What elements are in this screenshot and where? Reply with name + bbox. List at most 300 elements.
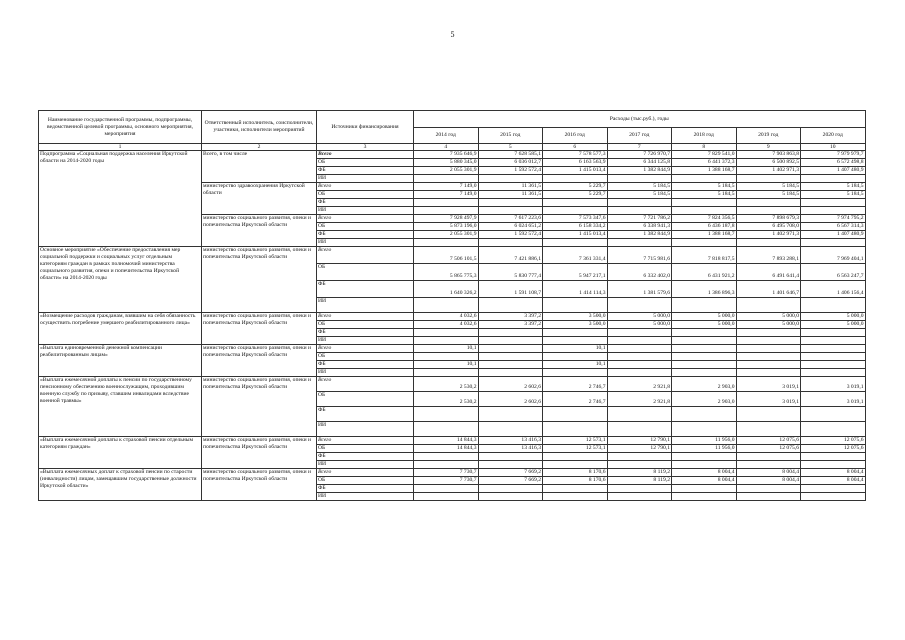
year-header: 2014 год [414, 128, 479, 144]
value-cell: 7 824 356,5 [672, 215, 737, 223]
funding-source-cell: Всего [317, 469, 414, 477]
funding-source-cell: Всего [317, 151, 414, 159]
value-cell: 8 119,2 [607, 477, 672, 485]
value-cell [736, 485, 801, 493]
value-cell: 11 956,0 [672, 445, 737, 453]
value-cell: 7 617 223,6 [478, 215, 543, 223]
value-cell: 1 414 114,3 [543, 281, 608, 298]
year-header: 2019 год [736, 128, 801, 144]
value-cell [801, 485, 866, 493]
value-cell [607, 337, 672, 345]
value-cell [672, 369, 737, 377]
value-cell: 6 495 708,0 [736, 223, 801, 231]
value-cell [672, 329, 737, 337]
value-cell [478, 298, 543, 313]
value-cell [801, 353, 866, 361]
program-name-cell: «Выплата ежемесячной доплаты к пенсии по государственному пенсионному обеспечению военнослужащим, проходившим военную службу по призыву, ставшим инвалидами вследствие военной травмы» [39, 377, 202, 437]
value-cell: 2 602,6 [478, 377, 543, 392]
value-cell: 4 032,6 [414, 313, 479, 321]
value-cell [672, 422, 737, 437]
table-row [39, 247, 866, 264]
value-cell: 12 790,1 [607, 445, 672, 453]
funding-source-cell: ИИ [317, 422, 414, 437]
value-cell [414, 298, 479, 313]
value-cell: 5 184,5 [736, 183, 801, 191]
value-cell: 8 170,6 [543, 477, 608, 485]
value-cell: 7 726 970,7 [607, 151, 672, 159]
value-cell: 6 344 125,8 [607, 159, 672, 167]
value-cell [543, 329, 608, 337]
value-cell [543, 493, 608, 501]
value-cell: 1 402 971,3 [736, 167, 801, 175]
executor-cell: министерство социального развития, опеки и попечительства Иркутской области [202, 247, 317, 313]
funding-source-cell: ОБ [317, 223, 414, 231]
value-cell [672, 485, 737, 493]
executor-cell: министерство социального развития, опеки и попечительства Иркутской области [202, 469, 317, 501]
value-cell [414, 493, 479, 501]
value-cell: 6 491 641,4 [736, 264, 801, 281]
value-cell: 2 903,0 [672, 377, 737, 392]
value-cell: 1 406 156,4 [801, 281, 866, 298]
value-cell [543, 407, 608, 422]
value-cell: 11 361,5 [478, 191, 543, 199]
funding-source-cell: ФБ [317, 167, 414, 175]
value-cell [414, 485, 479, 493]
funding-source-cell: ФБ [317, 453, 414, 461]
value-cell: 8 004,4 [672, 469, 737, 477]
value-cell [672, 298, 737, 313]
value-cell [414, 175, 479, 183]
value-cell: 2 055 301,9 [414, 167, 479, 175]
col-header-expenses: Расходы (тыс.руб.), годы [414, 111, 866, 128]
value-cell [607, 175, 672, 183]
value-cell [478, 199, 543, 207]
value-cell: 11 956,0 [672, 437, 737, 445]
program-name-cell: Основное мероприятие «Обеспечение предоставления мер социальной поддержки и социальных услуг отдельным категориям граждан в рамках полномочий министерства социального развития, опеки и попечительства Иркутской области» на 2014-2020 годы [39, 247, 202, 313]
funding-source-cell: ОБ [317, 159, 414, 167]
value-cell [414, 239, 479, 247]
value-cell [607, 422, 672, 437]
value-cell [672, 493, 737, 501]
column-number: 10 [801, 144, 866, 151]
value-cell: 5 947 217,1 [543, 264, 608, 281]
program-name-cell: Подпрограмма «Социальная поддержка населения Иркутской области на 2014-2020 годы [39, 151, 202, 247]
funding-source-cell: ОБ [317, 191, 414, 199]
value-cell [736, 239, 801, 247]
value-cell [478, 239, 543, 247]
value-cell: 5 184,5 [607, 183, 672, 191]
value-cell: 2 903,0 [672, 392, 737, 407]
value-cell: 5 000,0 [801, 321, 866, 329]
value-cell: 12 573,1 [543, 445, 608, 453]
value-cell: 7 149,0 [414, 191, 479, 199]
value-cell [543, 485, 608, 493]
value-cell [801, 361, 866, 369]
value-cell: 1 388 168,7 [672, 231, 737, 239]
value-cell: 13 416,3 [478, 437, 543, 445]
value-cell: 8 004,4 [801, 469, 866, 477]
value-cell: 5 000,0 [607, 321, 672, 329]
value-cell [478, 485, 543, 493]
year-header: 2017 год [607, 128, 672, 144]
value-cell [736, 407, 801, 422]
value-cell: 1 640 326,2 [414, 281, 479, 298]
value-cell [543, 199, 608, 207]
value-cell: 7 669,2 [478, 469, 543, 477]
value-cell: 12 573,1 [543, 437, 608, 445]
funding-source-cell: ОБ [317, 353, 414, 361]
column-number: 1 [39, 144, 202, 151]
financing-table [38, 110, 866, 501]
value-cell: 3 397,2 [478, 321, 543, 329]
column-number: 8 [672, 144, 737, 151]
funding-source-cell: Всего [317, 247, 414, 264]
value-cell [478, 422, 543, 437]
value-cell [801, 345, 866, 353]
funding-source-cell: ИИ [317, 298, 414, 313]
value-cell [607, 493, 672, 501]
value-cell [478, 369, 543, 377]
value-cell [672, 199, 737, 207]
value-cell: 1 407 480,9 [801, 231, 866, 239]
value-cell [801, 453, 866, 461]
column-number: 7 [607, 144, 672, 151]
value-cell: 3 500,0 [543, 321, 608, 329]
value-cell [607, 453, 672, 461]
value-cell [736, 298, 801, 313]
value-cell: 2 921,8 [607, 392, 672, 407]
value-cell [414, 369, 479, 377]
value-cell [801, 337, 866, 345]
value-cell [478, 207, 543, 215]
table-row [39, 313, 866, 321]
value-cell [736, 353, 801, 361]
value-cell: 5 184,5 [672, 183, 737, 191]
funding-source-cell: ФБ [317, 199, 414, 207]
value-cell: 5 229,7 [543, 191, 608, 199]
value-cell: 12 790,1 [607, 437, 672, 445]
funding-source-cell: ИИ [317, 207, 414, 215]
year-header: 2020 год [801, 128, 866, 144]
value-cell: 7 715 981,6 [607, 247, 672, 264]
value-cell [414, 199, 479, 207]
executor-cell: министерство социального развития, опеки и попечительства Иркутской области [202, 313, 317, 345]
value-cell: 5 184,5 [672, 191, 737, 199]
value-cell: 6 572 498,8 [801, 159, 866, 167]
funding-source-cell: ИИ [317, 493, 414, 501]
value-cell [736, 199, 801, 207]
value-cell: 5 000,0 [672, 313, 737, 321]
value-cell [543, 207, 608, 215]
funding-source-cell: ОБ [317, 445, 414, 453]
value-cell [478, 353, 543, 361]
value-cell [801, 407, 866, 422]
value-cell [607, 369, 672, 377]
value-cell: 5 184,5 [801, 183, 866, 191]
value-cell [736, 329, 801, 337]
value-cell: 8 004,4 [736, 469, 801, 477]
value-cell: 12 075,6 [736, 437, 801, 445]
funding-source-cell: ОБ [317, 392, 414, 407]
value-cell: 2 746,7 [543, 392, 608, 407]
value-cell [478, 345, 543, 353]
value-cell: 1 402 971,3 [736, 231, 801, 239]
value-cell: 2 055 301,9 [414, 231, 479, 239]
value-cell [672, 207, 737, 215]
value-cell: 12 075,6 [801, 437, 866, 445]
funding-source-cell: ОБ [317, 321, 414, 329]
year-header: 2015 год [478, 128, 543, 144]
value-cell: 6 163 563,9 [543, 159, 608, 167]
value-cell: 10,1 [543, 345, 608, 353]
value-cell [414, 329, 479, 337]
value-cell: 7 506 101,5 [414, 247, 479, 264]
value-cell [543, 461, 608, 469]
value-cell: 3 500,0 [543, 313, 608, 321]
funding-source-cell: Всего [317, 215, 414, 223]
value-cell: 2 530,2 [414, 377, 479, 392]
program-name-cell: «Выплата единовременной денежной компенсации реабилитированным лицам» [39, 345, 202, 377]
value-cell [414, 407, 479, 422]
value-cell [543, 175, 608, 183]
funding-source-cell: Всего [317, 345, 414, 353]
value-cell [801, 369, 866, 377]
value-cell: 1 407 480,9 [801, 167, 866, 175]
value-cell [543, 337, 608, 345]
program-name-cell: «Возмещение расходов гражданам, взявшим на себя обязанность осуществить погребение умершего реабилитированного лица» [39, 313, 202, 345]
value-cell: 6 567 314,3 [801, 223, 866, 231]
value-cell [736, 175, 801, 183]
value-cell [672, 461, 737, 469]
value-cell: 3 019,1 [801, 377, 866, 392]
executor-cell: министерство здравоохранения Иркутской области [202, 183, 317, 215]
column-number: 2 [202, 144, 317, 151]
value-cell: 2 530,2 [414, 392, 479, 407]
value-cell [736, 361, 801, 369]
value-cell [607, 345, 672, 353]
value-cell [478, 175, 543, 183]
value-cell: 7 818 817,5 [672, 247, 737, 264]
value-cell: 3 019,1 [736, 377, 801, 392]
value-cell: 7 730,7 [414, 477, 479, 485]
executor-cell: министерство социального развития, опеки и попечительства Иркутской области [202, 377, 317, 437]
value-cell: 1 591 108,7 [478, 281, 543, 298]
value-cell [801, 493, 866, 501]
value-cell [607, 199, 672, 207]
value-cell [478, 361, 543, 369]
value-cell: 2 746,7 [543, 377, 608, 392]
value-cell [801, 239, 866, 247]
value-cell: 1 388 168,7 [672, 167, 737, 175]
executor-cell: министерство социального развития, опеки и попечительства Иркутской области [202, 437, 317, 469]
value-cell [736, 207, 801, 215]
value-cell: 1 592 572,4 [478, 167, 543, 175]
value-cell [414, 337, 479, 345]
value-cell [543, 369, 608, 377]
program-name-cell: «Выплата ежемесячных доплат к страховой пенсии по старости (инвалидности) лицам, замещавшим государственные должности Иркутской области» [39, 469, 202, 501]
value-cell [672, 175, 737, 183]
value-cell: 5 000,0 [607, 313, 672, 321]
value-cell [801, 329, 866, 337]
col-header-source: Источники финансирования [317, 111, 414, 144]
value-cell [801, 422, 866, 437]
funding-source-cell: ИИ [317, 175, 414, 183]
value-cell: 7 903 863,8 [736, 151, 801, 159]
value-cell [543, 239, 608, 247]
value-cell: 14 844,3 [414, 437, 479, 445]
col-header-executor: Ответственный исполнитель, соисполнители, участники, исполнители мероприятий [202, 111, 317, 144]
value-cell: 4 032,6 [414, 321, 479, 329]
value-cell [672, 345, 737, 353]
value-cell [607, 298, 672, 313]
value-cell: 6 441 372,3 [672, 159, 737, 167]
value-cell: 2 921,8 [607, 377, 672, 392]
value-cell: 7 578 577,3 [543, 151, 608, 159]
value-cell: 7 149,0 [414, 183, 479, 191]
funding-source-cell: ФБ [317, 361, 414, 369]
value-cell [801, 207, 866, 215]
funding-source-cell: ФБ [317, 329, 414, 337]
value-cell [607, 353, 672, 361]
value-cell: 13 416,3 [478, 445, 543, 453]
value-cell: 1 415 013,4 [543, 167, 608, 175]
executor-cell: министерство социального развития, опеки и попечительства Иркутской области [202, 215, 317, 247]
value-cell: 10,1 [414, 345, 479, 353]
value-cell: 7 669,2 [478, 477, 543, 485]
value-cell [543, 453, 608, 461]
value-cell: 1 381 579,6 [607, 281, 672, 298]
value-cell: 8 004,4 [672, 477, 737, 485]
value-cell: 10,1 [414, 361, 479, 369]
value-cell: 6 158 334,2 [543, 223, 608, 231]
value-cell [478, 453, 543, 461]
value-cell: 5 865 775,3 [414, 264, 479, 281]
funding-source-cell: ИИ [317, 461, 414, 469]
value-cell [478, 329, 543, 337]
value-cell: 7 361 331,4 [543, 247, 608, 264]
value-cell [414, 461, 479, 469]
value-cell [607, 461, 672, 469]
column-number: 4 [414, 144, 479, 151]
value-cell: 8 004,4 [736, 477, 801, 485]
value-cell [736, 422, 801, 437]
table-row [39, 151, 866, 159]
col-header-name: Наименование государственной программы, подпрограммы, ведомственной целевой программы, основного мероприятия, мероприятия [39, 111, 202, 144]
value-cell: 7 979 979,7 [801, 151, 866, 159]
column-number: 9 [736, 144, 801, 151]
funding-source-cell: Всего [317, 313, 414, 321]
page-number: 5 [450, 30, 455, 39]
funding-source-cell: ФБ [317, 231, 414, 239]
value-cell: 8 170,6 [543, 469, 608, 477]
funding-source-cell: ФБ [317, 485, 414, 493]
value-cell: 5 229,7 [543, 183, 608, 191]
funding-source-cell: ФБ [317, 407, 414, 422]
value-cell: 7 721 786,2 [607, 215, 672, 223]
funding-source-cell: ИИ [317, 337, 414, 345]
value-cell [672, 353, 737, 361]
value-cell: 5 000,0 [801, 313, 866, 321]
value-cell: 7 829 541,0 [672, 151, 737, 159]
value-cell [607, 329, 672, 337]
funding-source-cell: ОБ [317, 264, 414, 281]
value-cell: 5 184,5 [736, 191, 801, 199]
value-cell [414, 453, 479, 461]
value-cell [736, 493, 801, 501]
value-cell [478, 493, 543, 501]
value-cell: 7 935 646,9 [414, 151, 479, 159]
year-header: 2018 год [672, 128, 737, 144]
value-cell [672, 239, 737, 247]
funding-source-cell: Всего [317, 183, 414, 191]
value-cell: 7 969 404,1 [801, 247, 866, 264]
value-cell: 6 036 012,7 [478, 159, 543, 167]
value-cell: 7 573 347,6 [543, 215, 608, 223]
value-cell [543, 353, 608, 361]
program-name-cell: «Выплата ежемесячной доплаты к страховой пенсии отдельным категориям граждан» [39, 437, 202, 469]
value-cell: 1 415 013,4 [543, 231, 608, 239]
value-cell: 12 075,6 [801, 445, 866, 453]
value-cell: 6 024 651,2 [478, 223, 543, 231]
value-cell: 6 563 247,7 [801, 264, 866, 281]
value-cell: 1 401 646,7 [736, 281, 801, 298]
value-cell: 5 000,0 [672, 321, 737, 329]
value-cell [607, 485, 672, 493]
value-cell: 3 397,2 [478, 313, 543, 321]
funding-source-cell: Всего [317, 437, 414, 445]
value-cell [736, 369, 801, 377]
value-cell: 5 184,5 [801, 191, 866, 199]
table-row [39, 469, 866, 477]
value-cell: 5 880 345,0 [414, 159, 479, 167]
value-cell [607, 407, 672, 422]
value-cell: 12 075,6 [736, 445, 801, 453]
value-cell: 5 184,5 [607, 191, 672, 199]
value-cell: 3 019,1 [736, 392, 801, 407]
value-cell: 8 119,2 [607, 469, 672, 477]
value-cell: 11 361,5 [478, 183, 543, 191]
value-cell: 5 000,0 [736, 321, 801, 329]
value-cell: 1 382 844,9 [607, 231, 672, 239]
value-cell: 6 436 187,8 [672, 223, 737, 231]
value-cell: 7 974 795,2 [801, 215, 866, 223]
value-cell [801, 298, 866, 313]
value-cell [672, 361, 737, 369]
funding-source-cell: Всего [317, 377, 414, 392]
value-cell [801, 461, 866, 469]
table-row [39, 437, 866, 445]
funding-source-cell: ИИ [317, 239, 414, 247]
value-cell: 10,1 [543, 361, 608, 369]
value-cell: 5 873 196,0 [414, 223, 479, 231]
value-cell [736, 345, 801, 353]
value-cell [607, 207, 672, 215]
funding-source-cell: ОБ [317, 477, 414, 485]
value-cell: 7 628 585,1 [478, 151, 543, 159]
value-cell: 5 830 777,4 [478, 264, 543, 281]
column-number: 6 [543, 144, 608, 151]
value-cell [736, 453, 801, 461]
column-number: 5 [478, 144, 543, 151]
value-cell: 7 898 679,3 [736, 215, 801, 223]
value-cell [478, 461, 543, 469]
value-cell [801, 175, 866, 183]
value-cell: 7 730,7 [414, 469, 479, 477]
value-cell: 2 602,6 [478, 392, 543, 407]
value-cell [736, 461, 801, 469]
executor-cell: Всего, в том числе [202, 151, 317, 183]
value-cell: 7 421 886,1 [478, 247, 543, 264]
